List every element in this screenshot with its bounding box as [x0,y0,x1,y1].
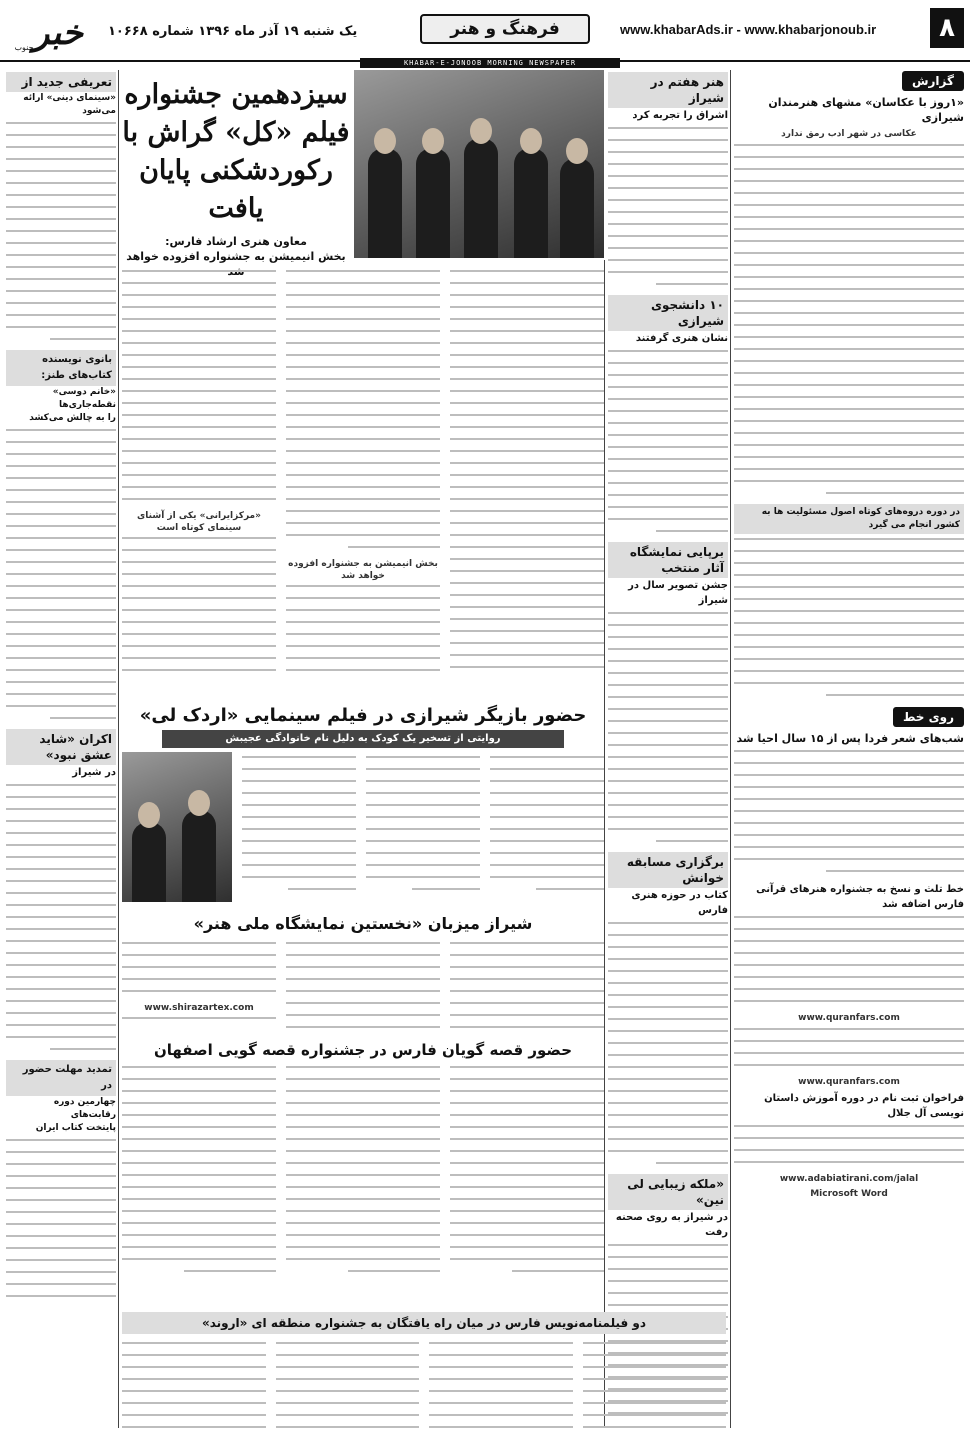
column-divider [118,70,119,1428]
page-number: ۸ [930,8,964,48]
report-subhead: در دوره دروه‌های کوتاه اصول مسئولیت ها به کشور انجام می گیرد [734,504,964,534]
left-brief-4-sub-2: پایتخت کتاب ایران [35,1123,116,1133]
brief-4-body [608,922,728,1164]
lead-photo-caption: «مرکزایرانی» یکی از آشنای سینمای کوتاه است [137,511,261,533]
story-course-headline: فراخوان ثبت نام در دوره آموزش داستان نویسی آل جلال [764,1093,964,1119]
story-storytellers [122,1040,604,1310]
report-body-2 [734,538,964,696]
column-briefs [608,70,728,1428]
story-4-col-3 [122,1066,276,1282]
report-kicker: «۱روز با عکاسان» مشهای هنرمندان شیرازی [768,96,964,124]
story-5-headline: دو فیلمنامه‌نویس فارس در میان راه یافتگان به جشنواره منطقه ای «اروند» [122,1312,726,1334]
lead-headline-3: رکوردشکنی پایان یافت [139,155,333,224]
left-brief-2-body [6,429,116,719]
brief-3-sub: جشن تصویر سال در شیراز [628,580,728,606]
lead-headline-block [122,76,350,279]
report-body [734,144,964,494]
lead-body [122,266,604,696]
left-brief-3-title: اکران «شاید عشق نبود» [6,729,116,765]
left-brief-1-title: تعریفی جدید از [6,72,116,92]
story-ardak-li [122,704,604,912]
left-brief-4-title: تمدید مهلت حضور در [6,1060,116,1096]
story-course-body [734,1125,964,1163]
story-3-col-3 [122,942,276,1038]
left-brief-3-sub: در شیراز [72,767,116,778]
logo-text: خبر [32,13,84,53]
left-brief-1-sub: «سینمای دینی» ارائه می‌شود [23,93,116,116]
left-brief-2-sub: «خانم دوسی» نقطه‌جاری‌ها [52,387,116,410]
course-url[interactable]: www.adabiatirani.com/jalal [779,1174,919,1184]
lead-subhead: بخش انیمیشن به جشنواره افزوده خواهد شد [288,559,438,581]
report-tag: گزارش [902,71,964,91]
section-title: فرهنگ و هنر [420,14,590,44]
story-5-col-3 [276,1342,420,1428]
logo-mark [6,6,102,56]
lead-col-3 [122,270,276,696]
lead-photo [354,70,604,258]
poetry-body [734,750,964,872]
brief-2-body [608,350,728,532]
issue-date: یک شنبه ۱۹ آذر ماه ۱۳۹۶ شماره ۱۰۶۶۸ [108,24,358,39]
story-2-deck: روایتی از تسخیر یک کودک به دلیل نام خانوادگی عجیبش [162,730,564,748]
quran-headline: خط تلث و نسخ به جشنواره هنرهای قرآنی فارس اضافه شد [756,884,964,910]
strapline: KHABAR-E-JONOOB MORNING NEWSPAPER [360,58,620,68]
story-2-photo [122,752,232,902]
lead-col-1 [450,270,604,696]
quran-body-2 [734,1028,964,1066]
lead-deck-1: معاون هنری ارشاد فارس: [165,235,307,248]
quran-url-2[interactable]: www.quranfars.com [798,1077,900,1087]
story-4-col-2 [286,1066,440,1282]
brief-2-title: ۱۰ دانشجوی شیرازی [608,295,728,331]
quran-body [734,916,964,1002]
logo-sub: جنوب [14,43,34,52]
lead-col-2 [286,270,440,696]
brief-1-sub: اشراق را تجربه کرد [632,110,728,121]
poetry-kicker: شب‌های شعر فردا پس از ۱۵ سال احیا شد [736,732,964,745]
left-brief-2-sub-2: را به چالش می‌کشد [29,413,116,423]
story-5-col-1 [583,1342,727,1428]
story-3-col-1 [450,942,604,1038]
brief-5-sub: در شیراز به روی صحنه رفت [615,1212,728,1238]
masthead [0,0,970,67]
brief-2-sub: نشان هنری گرفتند [635,333,728,344]
story-4-col-1 [450,1066,604,1282]
story-4-headline: حضور قصه گویان فارس در جشنواره قصه گویی اصفهان [153,1041,573,1059]
story-3-headline: شیراز میزبان «نخستین نمایشگاه ملی هنر» [193,914,533,933]
lead-headline-1: سیزدهمین جشنواره [124,79,348,110]
lead-deck-2: بخش انیمیشن به جشنواره افزوده خواهد [126,250,346,263]
word-label: Microsoft Word [810,1189,888,1199]
brief-5-title: «ملکه زیبایی لی نین» [608,1174,728,1210]
story-2-col-2 [366,756,480,912]
story-5-col-2 [429,1342,573,1428]
brief-3-body [608,612,728,842]
story-arvand [122,1312,726,1428]
expo-url[interactable]: www.shirazartex.com [144,1003,254,1013]
column-divider [604,260,605,1428]
lead-headline-2: فیلم «کل» گراش با [122,117,350,148]
brief-1-body [608,127,728,285]
left-brief-2-title: بانوی نویسنده کتاب‌های طنز: [6,350,116,386]
brief-3-title: برپایی نمایشگاه آثار منتخب [608,542,728,578]
story-5-col-4 [122,1342,266,1428]
lead-story [122,70,604,700]
story-2-col-1 [490,756,604,912]
column-divider [730,70,731,1428]
left-brief-4-sub: چهارمین دوره رقابت‌های [53,1097,116,1120]
left-brief-3-body [6,784,116,1050]
newspaper-logo [6,6,102,56]
story-3-col-2 [286,942,440,1038]
quran-url[interactable]: www.quranfars.com [798,1013,900,1023]
brief-1-title: هنر هفتم در شیراز [608,72,728,108]
column-left-briefs [6,70,116,1428]
site-url[interactable]: www.khabarAds.ir - www.khabarjonoub.ir [620,22,877,37]
story-2-col-3 [242,756,356,912]
report-subtitle: عکاسی در شهر ادب رمق ندارد [781,129,917,139]
left-brief-4-body [6,1139,116,1297]
brief-4-title: برگزاری مسابقه خوانش [608,852,728,888]
left-brief-1-body [6,122,116,340]
online-tag: روی خط [893,707,964,727]
column-report [734,70,964,1428]
story-2-headline: حضور بازیگر شیرازی در فیلم سینمایی «اردک لی» [139,705,587,726]
story-art-expo [122,912,604,1038]
brief-4-sub: کتاب در حوزه هنری فارس [631,890,728,916]
